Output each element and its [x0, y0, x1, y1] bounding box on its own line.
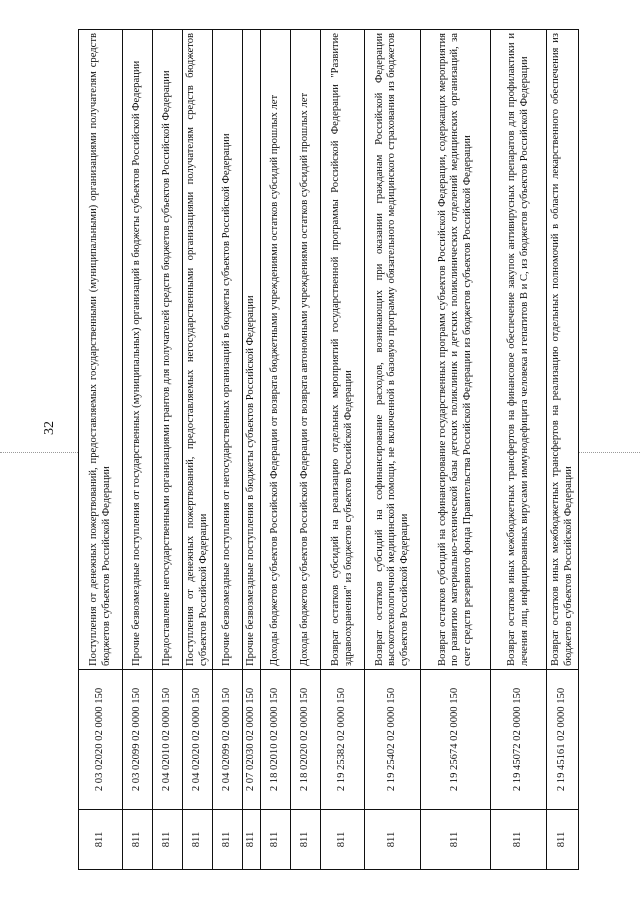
description-cell: Возврат остатков субсидий на реализацию отдельных мероприятий государственной программы Российской Федерации "Развитие здравоохранения" из бюджетов субъектов Российской Федерации [321, 30, 365, 670]
admin-code-cell: 811 [79, 810, 123, 870]
admin-code-cell: 811 [547, 810, 579, 870]
description-cell: Предоставление негосударственными организациями грантов для получателей средств бюджетов субъектов Российской Федерации [153, 30, 183, 670]
table-row [153, 30, 183, 870]
budget-code-cell: 2 03 02099 02 0000 150 [123, 670, 153, 810]
table-row [365, 30, 421, 870]
description-cell: Доходы бюджетов субъектов Российской Федерации от возврата автономными учреждениями остатков субсидий прошлых лет [291, 30, 321, 670]
admin-code-cell: 811 [261, 810, 291, 870]
admin-code-cell: 811 [153, 810, 183, 870]
budget-code-cell: 2 04 02020 02 0000 150 [183, 670, 213, 810]
budget-codes-table [78, 29, 579, 870]
description-cell: Возврат остатков субсидий на софинансирование государственных программ субъектов Российской Федерации, содержащих мероприятия по развитию материально-технической базы детских поликлиник и детских поликлинических отделений медицинских организаций, за счет средств резервного фонда Правительства Российской Федерации из бюджетов субъектов Российской Федерации [421, 30, 491, 670]
budget-code-cell: 2 03 02020 02 0000 150 [79, 670, 123, 810]
admin-code-cell: 811 [183, 810, 213, 870]
table-row [547, 30, 579, 870]
table-row [123, 30, 153, 870]
description-cell: Возврат остатков субсидий на софинансирование расходов, возникающих при оказании гражданам Российской Федерации высокотехнологичной медицинской помощи, не включенной в базовую программу обязательного медицинского страхования из бюджетов субъектов Российской Федерации [365, 30, 421, 670]
admin-code-cell: 811 [213, 810, 243, 870]
budget-code-cell: 2 19 25402 02 0000 150 [365, 670, 421, 810]
budget-code-cell: 2 04 02010 02 0000 150 [153, 670, 183, 810]
description-cell: Прочие безвозмездные поступления в бюджеты субъектов Российской Федерации [243, 30, 261, 670]
table-row [321, 30, 365, 870]
page-number: 32 [42, 421, 57, 435]
budget-code-cell: 2 19 25382 02 0000 150 [321, 670, 365, 810]
admin-code-cell: 811 [365, 810, 421, 870]
admin-code-cell: 811 [123, 810, 153, 870]
table-row [261, 30, 291, 870]
admin-code-cell: 811 [491, 810, 547, 870]
budget-code-cell: 2 19 45072 02 0000 150 [491, 670, 547, 810]
admin-code-cell: 811 [291, 810, 321, 870]
budget-code-cell: 2 04 02099 02 0000 150 [213, 670, 243, 810]
budget-code-cell: 2 19 25674 02 0000 150 [421, 670, 491, 810]
admin-code-cell: 811 [243, 810, 261, 870]
description-cell: Доходы бюджетов субъектов Российской Федерации от возврата бюджетными учреждениями остатков субсидий прошлых лет [261, 30, 291, 670]
description-cell: Прочие безвозмездные поступления от государственных (муниципальных) организаций в бюджеты субъектов Российской Федерации [123, 30, 153, 670]
description-cell: Поступления от денежных пожертвований, предоставляемых негосударственными организациями получателям средств бюджетов субъектов Российской Федерации [183, 30, 213, 670]
rotated-table-wrapper [78, 30, 574, 870]
table-row [291, 30, 321, 870]
admin-code-cell: 811 [321, 810, 365, 870]
table-row [79, 30, 123, 870]
budget-code-cell: 2 18 02020 02 0000 150 [291, 670, 321, 810]
description-cell: Прочие безвозмездные поступления от негосударственных организаций в бюджеты субъектов Российской Федерации [213, 30, 243, 670]
table-row [243, 30, 261, 870]
table-row [213, 30, 243, 870]
description-cell: Возврат остатков иных межбюджетных трансфертов на финансовое обеспечение закупок антивирусных препаратов для профилактики и лечения лиц, инфицированных вирусами иммунодефицита человека и гепатитов В и С, из бюджетов субъектов Российской Федерации [491, 30, 547, 670]
admin-code-cell: 811 [421, 810, 491, 870]
budget-code-cell: 2 19 45161 02 0000 150 [547, 670, 579, 810]
table-row [491, 30, 547, 870]
budget-code-cell: 2 07 02030 02 0000 150 [243, 670, 261, 810]
budget-code-cell: 2 18 02010 02 0000 150 [261, 670, 291, 810]
description-cell: Возврат остатков иных межбюджетных трансфертов на реализацию отдельных полномочий в области лекарственного обеспечения из бюджетов субъектов Российской Федерации [547, 30, 579, 670]
table-row [421, 30, 491, 870]
description-cell: Поступления от денежных пожертвований, предоставляемых государственными (муниципальными) организациями получателям средств бюджетов субъектов Российской Федерации [79, 30, 123, 670]
table-row [183, 30, 213, 870]
